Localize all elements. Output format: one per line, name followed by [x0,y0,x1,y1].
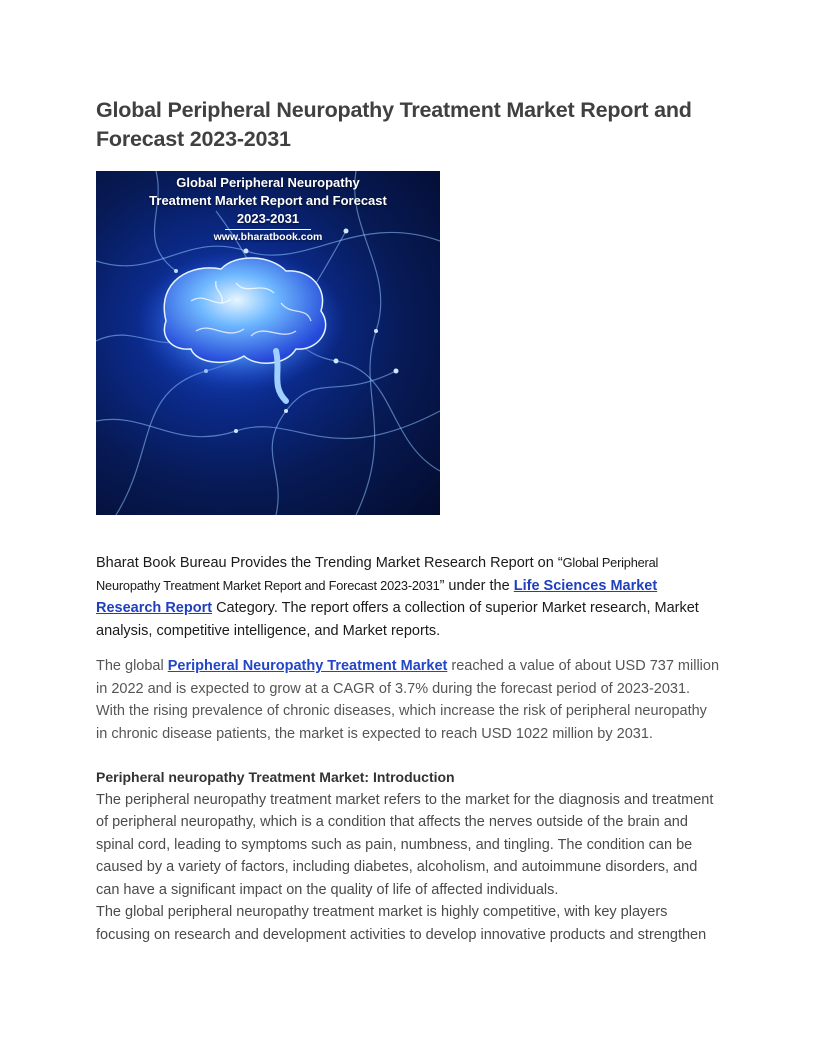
cover-title-line2: Treatment Market Report and Forecast [149,193,387,208]
intro-text-post: Category. The report offers a collection of superior Market research, Market analysis, competitive intelligence, and Market reports. [96,600,699,639]
cover-title-year: 2023-2031 [225,210,311,230]
page-title: Global Peripheral Neuropathy Treatment Market Report and Forecast 2023-2031 [96,98,692,151]
section-paragraph-2: The global peripheral neuropathy treatment market is highly competitive, with key players focusing on research and development activities to develop innovative products and strengthen [96,904,707,943]
intro-text-pre: Bharat Book Bureau Provides the Trending Market Research Report on “ [96,555,563,571]
section-paragraph-1: The peripheral neuropathy treatment market refers to the market for the diagnosis and treatment of peripheral neuropathy, which is a condition that affects the nerves outside of the brain and spinal cord, leading to symptoms such as pain, numbness, and tingling. The condition can be caused by a variety of factors, including diabetes, alcoholism, and autoimmune disorders, and can have a significant impact on the quality of life of affected individuals. [96,791,714,898]
market-link[interactable]: Peripheral Neuropathy Treatment Market [167,658,448,674]
cover-url: www.bharatbook.com [213,231,323,243]
cover-title-line1: Global Peripheral Neuropathy [176,175,360,190]
report-title-inline: Global Peripheral Neuropathy Treatment Market Report and Forecast 2023-2031 [96,555,659,593]
document-page [96,96,720,946]
intro-text-mid: ” under the [439,577,514,594]
section-heading: Peripheral neuropathy Treatment Market: Introduction [96,769,455,785]
cover-title [96,174,440,244]
life-sciences-report-link[interactable]: Life Sciences Market Research Report [96,577,658,616]
overview-text-post: reached a value of about USD 737 million in 2022 and is expected to grow at a CAGR of 3.7% during the forecast period of 2023-2031. With the rising prevalence of chronic diseases, which increase the risk of peripheral neuropathy in chronic disease patients, the market is expected to reach USD 1022 million by 2031. [96,658,720,742]
cover-image [96,171,440,515]
overview-text-pre: The global [96,658,168,674]
market-overview-paragraph [96,655,720,745]
intro-paragraph [96,552,720,642]
